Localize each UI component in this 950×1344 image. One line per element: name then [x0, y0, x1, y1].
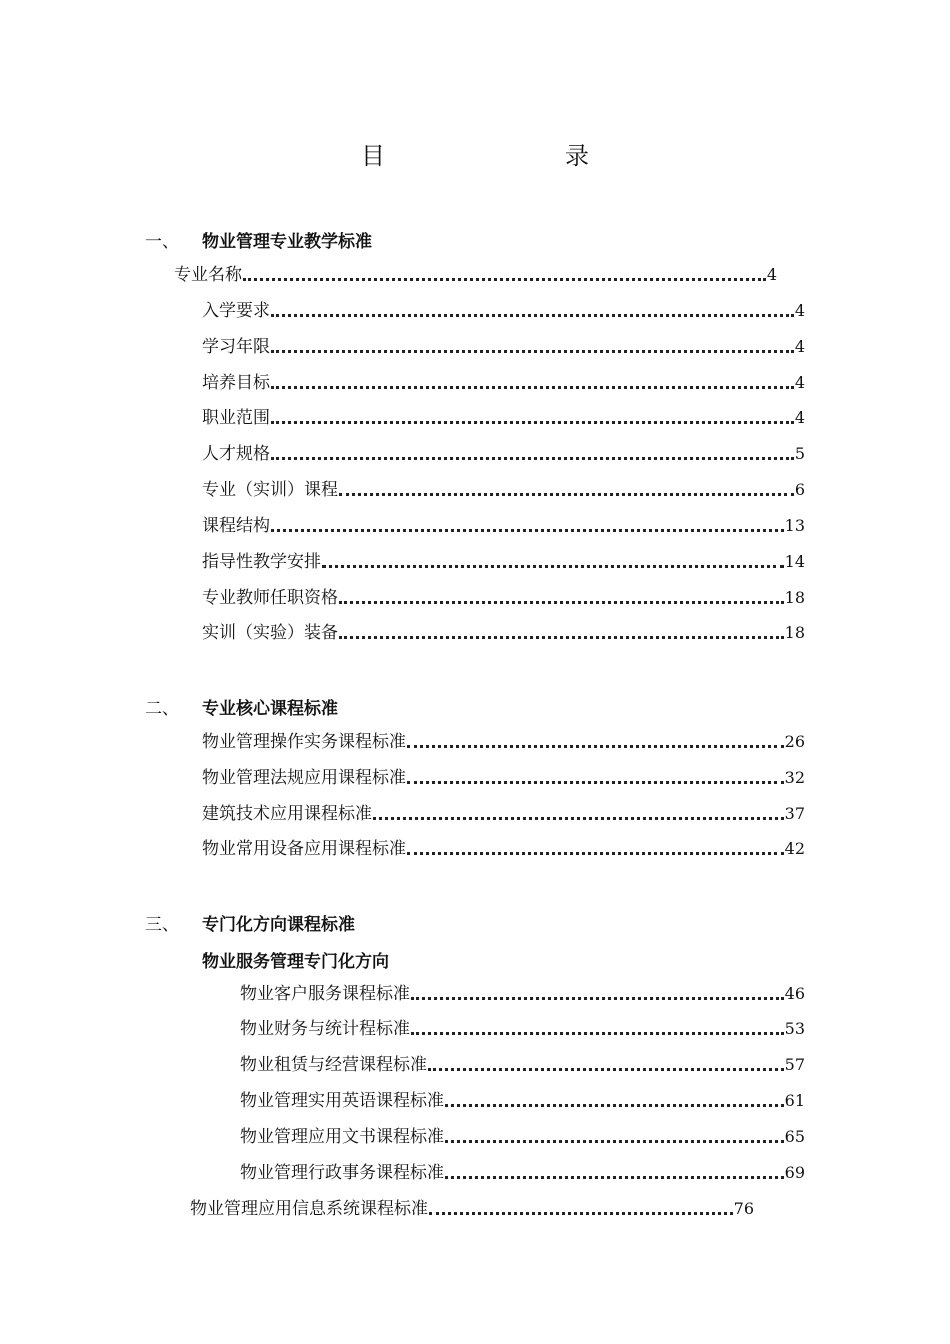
toc-leader-dots: [445, 1176, 784, 1179]
toc-entry[interactable]: [202, 478, 805, 502]
toc-entry-page: 4: [766, 265, 777, 284]
toc-leader-dots: [411, 997, 784, 1000]
toc-leader-dots: [407, 745, 784, 748]
section-heading: 专业核心课程标准: [202, 699, 338, 719]
toc-leader-dots: [407, 852, 784, 855]
toc-leader-dots: [445, 1104, 784, 1107]
toc-entry-label: 物业管理行政事务课程标准: [240, 1163, 444, 1183]
toc-entry-page: 5: [794, 444, 805, 463]
toc-entry[interactable]: [240, 982, 805, 1006]
toc-leader-dots: [339, 601, 784, 604]
section-number: 三、: [145, 915, 179, 935]
toc-entry-page: 4: [794, 337, 805, 356]
toc-entry-page: 69: [784, 1163, 805, 1182]
section-number: 二、: [145, 699, 179, 719]
toc-entry-page: 37: [784, 804, 805, 823]
toc-entry[interactable]: [240, 1161, 805, 1185]
toc-entry[interactable]: [202, 586, 805, 610]
toc-entry-label: 物业财务与统计程标准: [240, 1019, 410, 1039]
toc-entry-label: 物业租赁与经营课程标准: [240, 1055, 427, 1075]
toc-entry[interactable]: [202, 442, 805, 466]
toc-entry[interactable]: [202, 406, 805, 430]
section-heading: 物业管理专业教学标准: [202, 232, 372, 252]
toc-entry-label: 物业管理实用英语课程标准: [240, 1091, 444, 1111]
toc-leader-dots: [407, 781, 784, 784]
page-title: 目 录: [361, 142, 633, 170]
toc-leader-dots: [411, 1032, 784, 1035]
toc-leader-dots: [271, 350, 794, 353]
toc-entry[interactable]: [202, 514, 805, 538]
toc-leader-dots: [271, 314, 794, 317]
toc-entry-page: 18: [784, 588, 805, 607]
toc-leader-dots: [271, 529, 784, 532]
toc-leader-dots: [428, 1068, 784, 1071]
toc-entry-label: 学习年限: [202, 337, 270, 357]
toc-entry[interactable]: [240, 1017, 805, 1041]
toc-entry[interactable]: [202, 802, 805, 826]
toc-leader-dots: [243, 278, 766, 281]
toc-entry-page: 53: [784, 1019, 805, 1038]
toc-entry-page: 57: [784, 1055, 805, 1074]
toc-entry-page: 26: [784, 732, 805, 751]
toc-entry-page: 42: [784, 839, 805, 858]
toc-entry[interactable]: [240, 1053, 805, 1077]
toc-entry-label: 人才规格: [202, 444, 270, 464]
toc-leader-dots: [429, 1212, 733, 1215]
toc-leader-dots: [322, 565, 784, 568]
toc-leader-dots: [271, 421, 794, 424]
toc-entry-page: 18: [784, 623, 805, 642]
toc-entry-page: 65: [784, 1127, 805, 1146]
toc-entry[interactable]: [174, 263, 777, 287]
section-number: 一、: [145, 232, 179, 252]
toc-entry-label: 物业管理操作实务课程标准: [202, 732, 406, 752]
toc-entry-label: 物业客户服务课程标准: [240, 984, 410, 1004]
toc-entry[interactable]: [202, 550, 805, 574]
toc-entry-label: 专业教师任职资格: [202, 588, 338, 608]
toc-entry[interactable]: [202, 621, 805, 645]
toc-entry-page: 4: [794, 301, 805, 320]
toc-entry[interactable]: [240, 1125, 805, 1149]
toc-leader-dots: [339, 636, 784, 639]
toc-entry-page: 6: [794, 480, 805, 499]
toc-entry-label: 物业管理应用文书课程标准: [240, 1127, 444, 1147]
toc-entry-page: 4: [794, 373, 805, 392]
toc-leader-dots: [445, 1140, 784, 1143]
toc-entry[interactable]: [202, 837, 805, 861]
toc-leader-dots: [271, 457, 794, 460]
toc-entry-page: 14: [784, 552, 805, 571]
toc-entry[interactable]: [240, 1089, 805, 1113]
toc-entry-label: 指导性教学安排: [202, 552, 321, 572]
toc-entry-page: 4: [794, 408, 805, 427]
toc-entry[interactable]: [202, 335, 805, 359]
toc-leader-dots: [373, 817, 784, 820]
toc-entry-label: 物业管理应用信息系统课程标准: [190, 1199, 428, 1219]
toc-entry[interactable]: [190, 1197, 754, 1221]
toc-entry-label: 专业（实训）课程: [202, 480, 338, 500]
toc-entry-label: 实训（实验）装备: [202, 623, 338, 643]
toc-leader-dots: [339, 493, 794, 496]
toc-entry-label: 物业管理法规应用课程标准: [202, 768, 406, 788]
toc-entry-label: 培养目标: [202, 373, 270, 393]
toc-entry[interactable]: [202, 371, 805, 395]
toc-entry[interactable]: [202, 730, 805, 754]
toc-entry-label: 入学要求: [202, 301, 270, 321]
subsection-heading: 物业服务管理专门化方向: [202, 952, 389, 972]
toc-entry-label: 物业常用设备应用课程标准: [202, 839, 406, 859]
toc-entry-page: 46: [784, 984, 805, 1003]
toc-entry[interactable]: [202, 766, 805, 790]
toc-entry-page: 13: [784, 516, 805, 535]
toc-entry-label: 建筑技术应用课程标准: [202, 804, 372, 824]
toc-leader-dots: [271, 386, 794, 389]
toc-entry-page: 76: [733, 1199, 754, 1218]
toc-entry-label: 职业范围: [202, 408, 270, 428]
toc-entry[interactable]: [202, 299, 805, 323]
toc-entry-label: 课程结构: [202, 516, 270, 536]
section-heading: 专门化方向课程标准: [202, 915, 355, 935]
toc-entry-label: 专业名称: [174, 265, 242, 285]
toc-entry-page: 32: [784, 768, 805, 787]
toc-entry-page: 61: [784, 1091, 805, 1110]
